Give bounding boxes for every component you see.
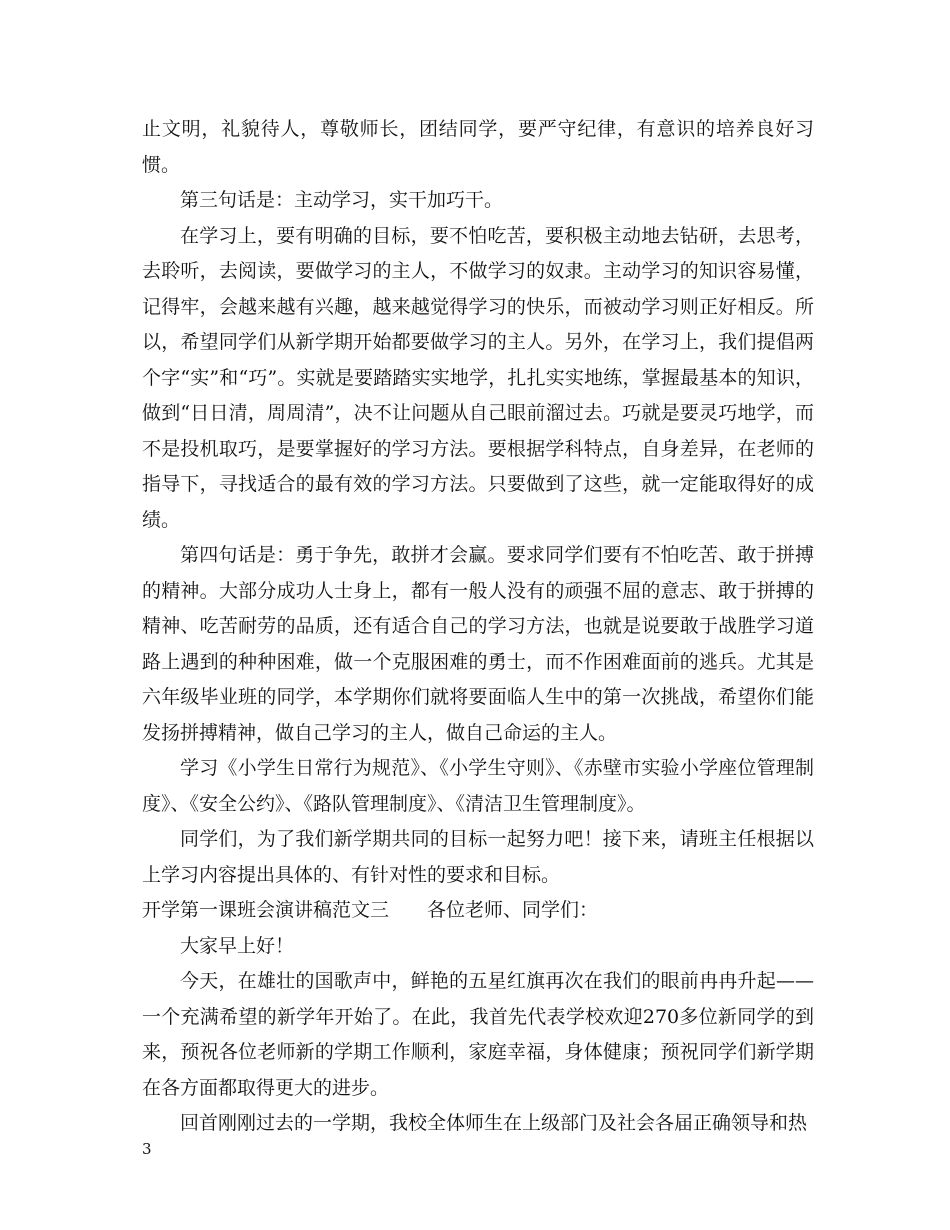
paragraph: 同学们，为了我们新学期共同的目标一起努力吧！接下来，请班主任根据以上学习内容提出具体的、有针对性的要求和目标。 [142, 828, 814, 886]
paragraph: 第三句话是：主动学习，实干加巧干。 [180, 189, 504, 211]
paragraph: 回首刚刚过去的一学期，我校全体师生在上级部门及社会各届正确领导和热 [180, 1112, 808, 1134]
paragraph: 今天，在雄壮的国歌声中，鲜艳的五星红旗再次在我们的眼前冉冉升起——一个充满希望的新学年开始了。在此，我首先代表学校欢迎270多位新同学的到来，预祝各位老师新的学期工作顺利，家庭幸福，身体健康；预祝同学们新学期在各方面都取得更大的进步。 [142, 970, 814, 1099]
section-heading [142, 893, 814, 929]
paragraph: 止文明，礼貌待人，尊敬师长，团结同学，要严守纪律，有意识的培养良好习惯。 [142, 118, 814, 176]
salutation: 各位老师、同学们： [427, 899, 599, 921]
paragraph: 学习《小学生日常行为规范》、《小学生守则》、《赤壁市实验小学座位管理制度》、《安全公约》、《路队管理制度》、《清洁卫生管理制度》。 [142, 757, 814, 815]
paragraph: 第四句话是：勇于争先，敢拼才会赢。要求同学们要有不怕吃苦、敢于拼搏的精神。大部分成功人士身上，都有一般人没有的顽强不屈的意志、敢于拼搏的精神、吃苦耐劳的品质，还有适合自己的学习方法，也就是说要敢于战胜学习道路上遇到的种种困难，做一个克服困难的勇士，而不作困难面前的逃兵。尤其是六年级毕业班的同学，本学期你们就将要面临人生中的第一次挑战，希望你们能发扬拼搏精神，做自己学习的主人，做自己命运的主人。 [142, 544, 814, 744]
paragraph: 在学习上，要有明确的目标，要不怕吃苦，要积极主动地去钻研，去思考，去聆听，去阅读，要做学习的主人，不做学习的奴隶。主动学习的知识容易懂，记得牢，会越来越有兴趣，越来越觉得学习的快乐，而被动学习则正好相反。所以，希望同学们从新学期开始都要做学习的主人。另外，在学习上，我们提倡两个字“实”和“巧”。实就是要踏踏实实地学，扎扎实实地练，掌握最基本的知识，做到“日日清，周周清”，决不让问题从自己眼前溜过去。巧就是要灵巧地学，而不是投机取巧，是要掌握好的学习方法。要根据学科特点，自身差异，在老师的指导下，寻找适合的最有效的学习方法。只要做到了这些，就一定能取得好的成绩。 [142, 224, 814, 531]
section-title: 开学第一课班会演讲稿范文三 [142, 899, 390, 921]
page-number: 3 [142, 1140, 152, 1158]
body-text [142, 112, 814, 1142]
paragraph: 大家早上好！ [180, 934, 295, 957]
